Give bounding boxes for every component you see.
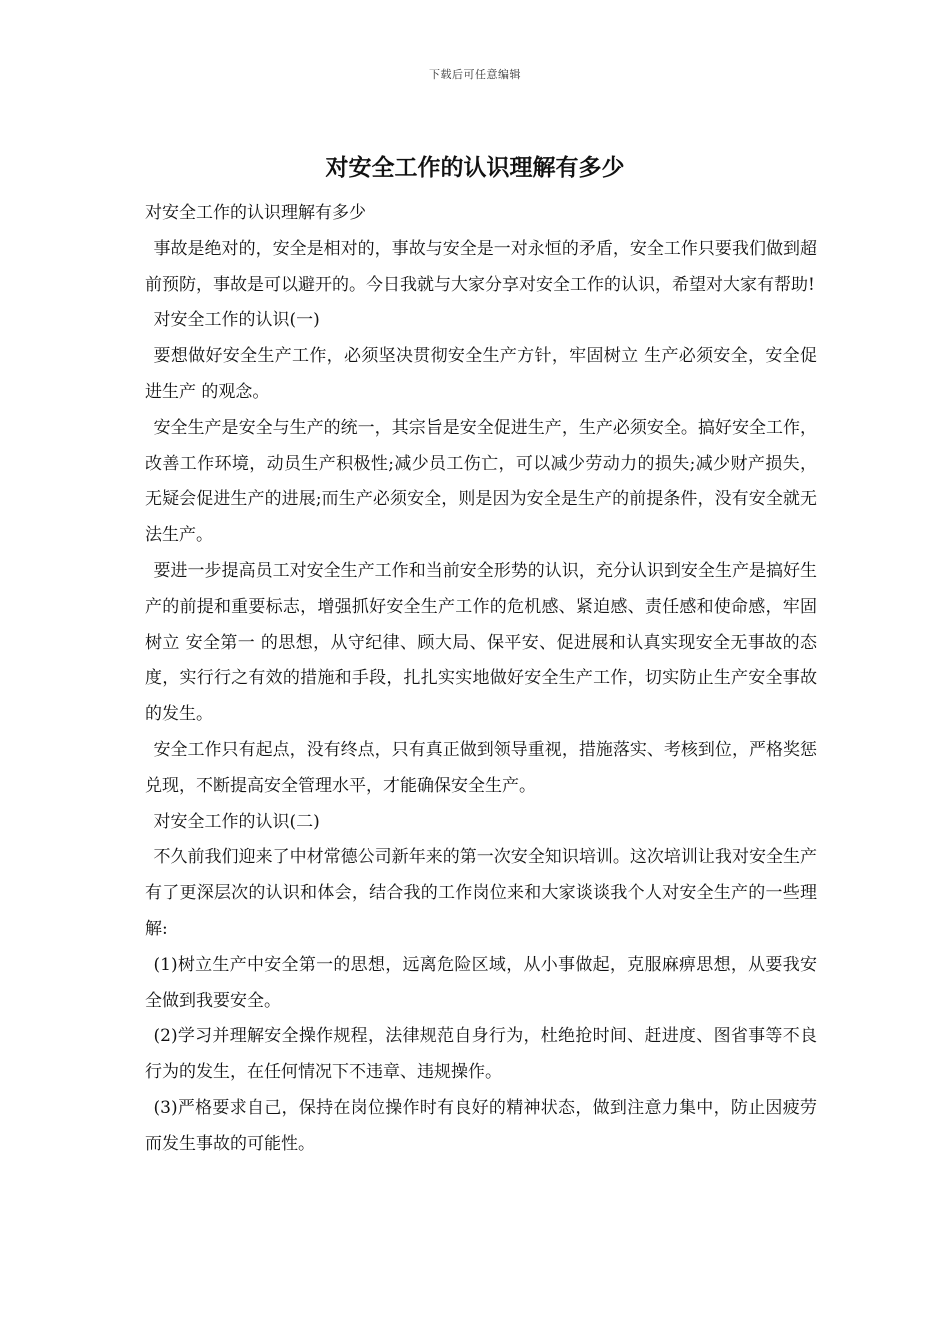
paragraph-subtitle: 对安全工作的认识理解有多少 bbox=[145, 203, 366, 223]
paragraph: 要进一步提高员工对安全生产工作和当前安全形势的认识，充分认识到安全生产是搞好生产的前提和重要标志，增强抓好安全生产工作的危机感、紧迫感、责任感和使命感，牢固树立 安全第一 的思想，从守纪律、顾大局、保平安、促进展和认真实现安全无事故的态度，实行行之有效的措施和手段，扎扎实实地做好安全生产工作，切实防止生产安全事故的发生。 bbox=[145, 560, 817, 725]
document-title: 对安全工作的认识理解有多少 bbox=[325, 154, 625, 181]
header-note: 下载后可任意编辑 bbox=[429, 68, 521, 81]
paragraph: 要想做好安全生产工作，必须坚决贯彻安全生产方针，牢固树立 生产必须安全，安全促进生产 的观念。 bbox=[145, 346, 817, 402]
section-heading-1: 对安全工作的认识(一) bbox=[153, 310, 320, 331]
paragraph-intro: 事故是绝对的，安全是相对的，事故与安全是一对永恒的矛盾，安全工作只要我们做到超前预防，事故是可以避开的。今日我就与大家分享对安全工作的认识，希望对大家有帮助! bbox=[145, 238, 817, 295]
list-item: (1)树立生产中安全第一的思想，远离危险区域，从小事做起，克服麻痹思想，从要我安全做到我要安全。 bbox=[145, 954, 817, 1011]
document-body bbox=[145, 196, 817, 1163]
paragraph: 安全生产是安全与生产的统一，其宗旨是安全促进生产，生产必须安全。搞好安全工作，改善工作环境，动员生产积极性;减少员工伤亡，可以减少劳动力的损失;减少财产损失，无疑会促进生产的进展;而生产必须安全，则是因为安全是生产的前提条件，没有安全就无法生产。 bbox=[145, 417, 817, 546]
paragraph: 不久前我们迎来了中材常德公司新年来的第一次安全知识培训。这次培训让我对安全生产有了更深层次的认识和体会，结合我的工作岗位来和大家谈谈我个人对安全生产的一些理解: bbox=[145, 847, 817, 939]
paragraph: 安全工作只有起点，没有终点，只有真正做到领导重视，措施落实、考核到位，严格奖惩兑现，不断提高安全管理水平，才能确保安全生产。 bbox=[145, 739, 817, 796]
list-item: (2)学习并理解安全操作规程，法律规范自身行为，杜绝抢时间、赶进度、图省事等不良行为的发生，在任何情况下不违章、违规操作。 bbox=[145, 1026, 817, 1083]
list-item: (3)严格要求自己，保持在岗位操作时有良好的精神状态，做到注意力集中，防止因疲劳而发生事故的可能性。 bbox=[145, 1097, 817, 1154]
section-heading-2: 对安全工作的认识(二) bbox=[153, 811, 320, 832]
